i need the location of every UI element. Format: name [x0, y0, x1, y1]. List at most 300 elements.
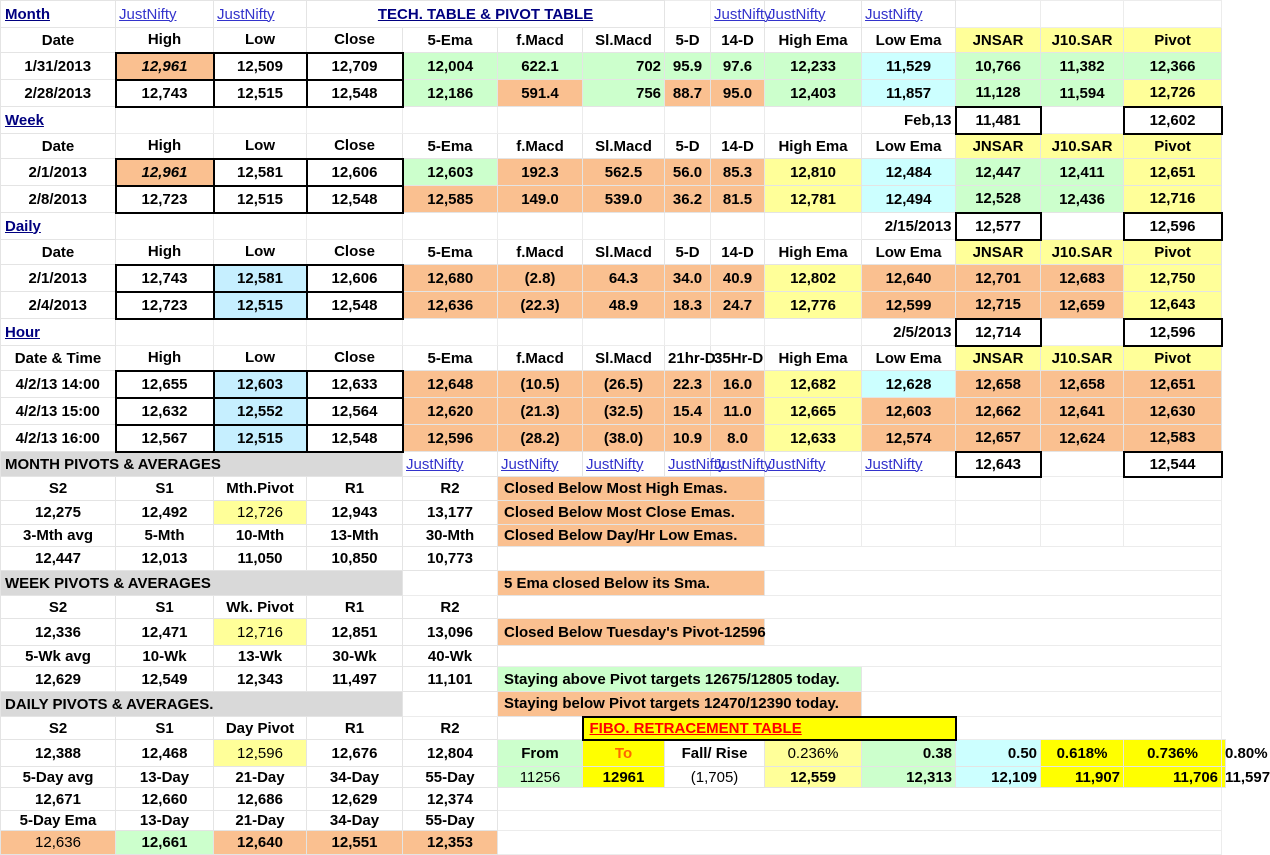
header-14d: 14-D — [711, 28, 765, 53]
avg-header: 34-Day — [307, 767, 403, 788]
header-5d: 5-D — [665, 134, 711, 159]
justnifty-link[interactable]: JustNifty — [498, 452, 583, 477]
avg-value: 11,497 — [307, 667, 403, 692]
header-low: Low — [214, 28, 307, 53]
cell-j10sar: 11,382 — [1041, 53, 1124, 80]
header-low-ema: Low Ema — [862, 134, 956, 159]
cell-5d: 18.3 — [665, 292, 711, 319]
avg-value: 12,671 — [1, 788, 116, 811]
cell-high-ema: 12,781 — [765, 186, 862, 213]
header-fmacd: f.Macd — [498, 240, 583, 265]
next-sar: 12,714 — [956, 319, 1041, 346]
header-low-ema: Low Ema — [862, 28, 956, 53]
pivot-value-r1: 12,676 — [307, 740, 403, 767]
ema-value: 12,353 — [403, 831, 498, 855]
pivot-header-pivot: Wk. Pivot — [214, 596, 307, 619]
pivot-header-r1: R1 — [307, 477, 403, 501]
cell-5ema: 12,620 — [403, 398, 498, 425]
cell-high: 12,632 — [116, 398, 214, 425]
pivot-value-pivot: 12,596 — [214, 740, 307, 767]
header-35hr-d: 35Hr-D — [711, 346, 765, 371]
cell-high-ema: 12,233 — [765, 53, 862, 80]
cell-slmacd: (32.5) — [583, 398, 665, 425]
cell-5ema: 12,585 — [403, 186, 498, 213]
cell-jnsar: 12,715 — [956, 292, 1041, 319]
header-date: Date — [1, 28, 116, 53]
header-date: Date — [1, 134, 116, 159]
cell-high-ema: 12,682 — [765, 371, 862, 398]
cell-date: 2/1/2013 — [1, 159, 116, 186]
section-daily-label: Daily — [1, 213, 116, 240]
cell-5ema: 12,004 — [403, 53, 498, 80]
avg-header: 10-Wk — [116, 646, 214, 667]
avg-value: 12,013 — [116, 547, 214, 571]
cell-slmacd: 756 — [583, 80, 665, 107]
cell-date: 2/28/2013 — [1, 80, 116, 107]
header-high-ema: High Ema — [765, 240, 862, 265]
avg-value: 12,660 — [116, 788, 214, 811]
cell-low-ema: 12,494 — [862, 186, 956, 213]
justnifty-link[interactable]: JustNifty — [862, 452, 956, 477]
cell-j10sar: 12,411 — [1041, 159, 1124, 186]
cell-14d: 95.0 — [711, 80, 765, 107]
cell-high: 12,723 — [116, 292, 214, 319]
fibo-title: FIBO. RETRACEMENT TABLE — [583, 717, 956, 740]
cell-5ema: 12,636 — [403, 292, 498, 319]
cell-5ema: 12,648 — [403, 371, 498, 398]
note-low-emas: Closed Below Day/Hr Low Emas. — [498, 525, 765, 547]
table-row — [1, 186, 1226, 213]
cell-jnsar: 12,662 — [956, 398, 1041, 425]
ema-header: 21-Day — [214, 811, 307, 831]
cell-high-ema: 12,403 — [765, 80, 862, 107]
cell-pivot: 12,651 — [1124, 159, 1222, 186]
pivot-header-s2: S2 — [1, 477, 116, 501]
cell-jnsar: 12,701 — [956, 265, 1041, 292]
cell-low-ema: 12,574 — [862, 425, 956, 452]
avg-header: 5-Wk avg — [1, 646, 116, 667]
note-high-emas: Closed Below Most High Emas. — [498, 477, 765, 501]
header-14d: 14-D — [711, 134, 765, 159]
pivot-header-r1: R1 — [307, 717, 403, 740]
pivot-header-s1: S1 — [116, 477, 214, 501]
avg-value: 12,629 — [307, 788, 403, 811]
avg-value: 12,374 — [403, 788, 498, 811]
justnifty-link[interactable]: JustNifty — [765, 1, 862, 28]
header-high: High — [116, 346, 214, 371]
header-low: Low — [214, 346, 307, 371]
avg-header: 30-Wk — [307, 646, 403, 667]
cell-datetime: 4/2/13 16:00 — [1, 425, 116, 452]
cell-jnsar: 12,528 — [956, 186, 1041, 213]
cell-5ema: 12,603 — [403, 159, 498, 186]
pivot-value-r2: 13,177 — [403, 501, 498, 525]
pivot-value-s1: 12,468 — [116, 740, 214, 767]
cell-fmacd: (2.8) — [498, 265, 583, 292]
note-5ema-sma: 5 Ema closed Below its Sma. — [498, 571, 765, 596]
cell-high: 12,655 — [116, 371, 214, 398]
cell-pivot: 12,583 — [1124, 425, 1222, 452]
fibo-value-to: 12961 — [583, 767, 665, 788]
pivot-value-s2: 12,388 — [1, 740, 116, 767]
pivot-header-s2: S2 — [1, 717, 116, 740]
header-j10sar: J10.SAR — [1041, 346, 1124, 371]
cell-pivot: 12,726 — [1124, 80, 1222, 107]
header-high: High — [116, 240, 214, 265]
cell-close: 12,564 — [307, 398, 403, 425]
cell-14d: 40.9 — [711, 265, 765, 292]
avg-header: 13-Mth — [307, 525, 403, 547]
cell-date: 2/8/2013 — [1, 186, 116, 213]
pivot-value-s2: 12,336 — [1, 619, 116, 646]
avg-value: 10,773 — [403, 547, 498, 571]
cell-pivot: 12,643 — [1124, 292, 1222, 319]
justnifty-link[interactable]: JustNifty — [765, 452, 862, 477]
cell-close: 12,548 — [307, 80, 403, 107]
header-date: Date — [1, 240, 116, 265]
header-5ema: 5-Ema — [403, 346, 498, 371]
pivot-value-s1: 12,471 — [116, 619, 214, 646]
header-5d: 5-D — [665, 240, 711, 265]
ema-value: 12,661 — [116, 831, 214, 855]
avg-header: 30-Mth — [403, 525, 498, 547]
header-high: High — [116, 134, 214, 159]
cell-35hr: 16.0 — [711, 371, 765, 398]
header-high-ema: High Ema — [765, 134, 862, 159]
header-high-ema: High Ema — [765, 346, 862, 371]
avg-value: 12,447 — [1, 547, 116, 571]
cell-high: 12,961 — [116, 53, 214, 80]
fibo-header-0618: 0.618% — [1041, 740, 1124, 767]
header-low-ema: Low Ema — [862, 240, 956, 265]
table-row — [1, 53, 1226, 80]
cell-slmacd: 48.9 — [583, 292, 665, 319]
header-j10sar: J10.SAR — [1041, 28, 1124, 53]
section-month-label: Month — [1, 1, 116, 28]
ema-value: 12,551 — [307, 831, 403, 855]
cell-j10sar: 12,436 — [1041, 186, 1124, 213]
cell-close: 12,548 — [307, 292, 403, 319]
avg-value: 12,549 — [116, 667, 214, 692]
fibo-value-0736: 11,706 — [1124, 767, 1222, 788]
cell-close: 12,606 — [307, 159, 403, 186]
header-j10sar: J10.SAR — [1041, 240, 1124, 265]
header-pivot: Pivot — [1124, 240, 1222, 265]
next-period-date: Feb,13 — [862, 107, 956, 134]
pivot-header-s1: S1 — [116, 596, 214, 619]
cell-5d: 56.0 — [665, 159, 711, 186]
avg-value: 11,101 — [403, 667, 498, 692]
cell-low: 12,603 — [214, 371, 307, 398]
cell-35hr: 11.0 — [711, 398, 765, 425]
cell-high: 12,567 — [116, 425, 214, 452]
cell-date: 2/4/2013 — [1, 292, 116, 319]
cell-14d: 97.6 — [711, 53, 765, 80]
cell-low-ema: 12,603 — [862, 398, 956, 425]
justnifty-link[interactable]: JustNifty — [711, 452, 765, 477]
cell-j10sar: 12,658 — [1041, 371, 1124, 398]
pivot-header-s2: S2 — [1, 596, 116, 619]
justnifty-link[interactable]: JustNifty — [403, 452, 498, 477]
fibo-header-to: To — [583, 740, 665, 767]
cell-fmacd: 622.1 — [498, 53, 583, 80]
header-jnsar: JNSAR — [956, 346, 1041, 371]
cell-5ema: 12,680 — [403, 265, 498, 292]
cell-high: 12,723 — [116, 186, 214, 213]
header-close: Close — [307, 346, 403, 371]
header-jnsar: JNSAR — [956, 28, 1041, 53]
cell-jnsar: 10,766 — [956, 53, 1041, 80]
cell-14d: 85.3 — [711, 159, 765, 186]
table-row — [1, 80, 1226, 107]
cell-high-ema: 12,665 — [765, 398, 862, 425]
cell-21hr: 10.9 — [665, 425, 711, 452]
header-fmacd: f.Macd — [498, 28, 583, 53]
header-slmacd: Sl.Macd — [583, 240, 665, 265]
avg-header: 40-Wk — [403, 646, 498, 667]
cell-low: 12,515 — [214, 425, 307, 452]
cell-datetime: 4/2/13 15:00 — [1, 398, 116, 425]
cell-j10sar: 11,594 — [1041, 80, 1124, 107]
cell-low: 12,581 — [214, 265, 307, 292]
cell-pivot: 12,716 — [1124, 186, 1222, 213]
header-5ema: 5-Ema — [403, 240, 498, 265]
header-close: Close — [307, 28, 403, 53]
ema-value: 12,636 — [1, 831, 116, 855]
fibo-value-038: 12,313 — [862, 767, 956, 788]
cell-j10sar: 12,659 — [1041, 292, 1124, 319]
cell-close: 12,548 — [307, 186, 403, 213]
cell-pivot: 12,630 — [1124, 398, 1222, 425]
cell-low: 12,509 — [214, 53, 307, 80]
pivot-header-pivot: Day Pivot — [214, 717, 307, 740]
pivot-value-r2: 12,804 — [403, 740, 498, 767]
header-date-time: Date & Time — [1, 346, 116, 371]
header-j10sar: J10.SAR — [1041, 134, 1124, 159]
ema-value: 12,640 — [214, 831, 307, 855]
fibo-header-0236: 0.236% — [765, 740, 862, 767]
header-5ema: 5-Ema — [403, 134, 498, 159]
cell-14d: 81.5 — [711, 186, 765, 213]
fibo-header-from: From — [498, 740, 583, 767]
fibo-header-fallrise: Fall/ Rise — [665, 740, 765, 767]
cell-close: 12,633 — [307, 371, 403, 398]
cell-fmacd: (10.5) — [498, 371, 583, 398]
note-close-emas: Closed Below Most Close Emas. — [498, 501, 765, 525]
avg-value: 12,686 — [214, 788, 307, 811]
cell-low-ema: 12,628 — [862, 371, 956, 398]
cell-date: 2/1/2013 — [1, 265, 116, 292]
cell-slmacd: 64.3 — [583, 265, 665, 292]
avg-header: 13-Day — [116, 767, 214, 788]
cell-21hr: 15.4 — [665, 398, 711, 425]
week-pivots-title: WEEK PIVOTS & AVERAGES — [1, 571, 403, 596]
avg-header: 13-Wk — [214, 646, 307, 667]
header-slmacd: Sl.Macd — [583, 346, 665, 371]
cell-datetime: 4/2/13 14:00 — [1, 371, 116, 398]
cell-pivot: 12,750 — [1124, 265, 1222, 292]
fibo-header-080: 0.80% — [1222, 740, 1226, 767]
justnifty-link[interactable]: JustNifty — [862, 1, 956, 28]
justnifty-link[interactable]: JustNifty — [711, 1, 765, 28]
header-21hr-d: 21hr-D — [665, 346, 711, 371]
daily-pivots-title: DAILY PIVOTS & AVERAGES. — [1, 692, 403, 717]
avg-header: 5-Mth — [116, 525, 214, 547]
section-hour-label: Hour — [1, 319, 116, 346]
fibo-value-0236: 12,559 — [765, 767, 862, 788]
avg-value: 11,050 — [214, 547, 307, 571]
avg-header: 3-Mth avg — [1, 525, 116, 547]
fibo-value-0618: 11,907 — [1041, 767, 1124, 788]
next-pivot: 12,596 — [1124, 213, 1222, 240]
fibo-value-fallrise: (1,705) — [665, 767, 765, 788]
cell-5d: 88.7 — [665, 80, 711, 107]
cell-low: 12,552 — [214, 398, 307, 425]
cell-date: 1/31/2013 — [1, 53, 116, 80]
header-fmacd: f.Macd — [498, 346, 583, 371]
avg-value: 12,629 — [1, 667, 116, 692]
fibo-value-050: 12,109 — [956, 767, 1041, 788]
next-period-date: 2/15/2013 — [862, 213, 956, 240]
cell-slmacd: (38.0) — [583, 425, 665, 452]
cell-low: 12,515 — [214, 292, 307, 319]
header-pivot: Pivot — [1124, 134, 1222, 159]
table-row — [1, 398, 1226, 425]
cell-fmacd: (21.3) — [498, 398, 583, 425]
ema-header: 34-Day — [307, 811, 403, 831]
cell-j10sar: 12,624 — [1041, 425, 1124, 452]
next-period-date: 2/5/2013 — [862, 319, 956, 346]
pivot-header-s1: S1 — [116, 717, 214, 740]
cell-high: 12,743 — [116, 265, 214, 292]
cell-35hr: 8.0 — [711, 425, 765, 452]
justnifty-link[interactable]: JustNifty — [583, 452, 665, 477]
header-high: High — [116, 28, 214, 53]
cell-fmacd: 591.4 — [498, 80, 583, 107]
ema-header: 55-Day — [403, 811, 498, 831]
table-row — [1, 371, 1226, 398]
avg-header: 10-Mth — [214, 525, 307, 547]
cell-slmacd: 562.5 — [583, 159, 665, 186]
cell-5ema: 12,596 — [403, 425, 498, 452]
pivot-header-r2: R2 — [403, 717, 498, 740]
cell-high-ema: 12,810 — [765, 159, 862, 186]
pivot-header-pivot: Mth.Pivot — [214, 477, 307, 501]
table-row — [1, 292, 1226, 319]
cell-low: 12,515 — [214, 186, 307, 213]
cell-low-ema: 12,599 — [862, 292, 956, 319]
cell-low-ema: 12,484 — [862, 159, 956, 186]
fibo-header-038: 0.38 — [862, 740, 956, 767]
cell-high: 12,961 — [116, 159, 214, 186]
pivot-header-r2: R2 — [403, 596, 498, 619]
cell-14d: 24.7 — [711, 292, 765, 319]
fibo-header-0736: 0.736% — [1124, 740, 1222, 767]
note-staying-below: Staying below Pivot targets 12470/12390 today. — [498, 692, 862, 717]
table-row — [1, 265, 1226, 292]
cell-low: 12,515 — [214, 80, 307, 107]
cell-low-ema: 11,857 — [862, 80, 956, 107]
table-row — [1, 425, 1226, 452]
cell-low-ema: 11,529 — [862, 53, 956, 80]
fibo-value-080: 11,597 — [1222, 767, 1226, 788]
cell-fmacd: 192.3 — [498, 159, 583, 186]
pivot-value-pivot: 12,716 — [214, 619, 307, 646]
avg-value: 12,343 — [214, 667, 307, 692]
avg-header: 5-Day avg — [1, 767, 116, 788]
ema-header: 13-Day — [116, 811, 214, 831]
pivot-header-r1: R1 — [307, 596, 403, 619]
pivot-value-s2: 12,275 — [1, 501, 116, 525]
cell-close: 12,606 — [307, 265, 403, 292]
section-week-label: Week — [1, 107, 116, 134]
header-slmacd: Sl.Macd — [583, 134, 665, 159]
justnifty-link[interactable]: JustNifty — [116, 1, 214, 28]
cell-5d: 95.9 — [665, 53, 711, 80]
avg-header: 55-Day — [403, 767, 498, 788]
header-5ema: 5-Ema — [403, 28, 498, 53]
pivot-header-r2: R2 — [403, 477, 498, 501]
cell-jnsar: 12,657 — [956, 425, 1041, 452]
cell-close: 12,709 — [307, 53, 403, 80]
cell-j10sar: 12,641 — [1041, 398, 1124, 425]
header-fmacd: f.Macd — [498, 134, 583, 159]
fibo-header-050: 0.50 — [956, 740, 1041, 767]
cell-high: 12,743 — [116, 80, 214, 107]
note-staying-above: Staying above Pivot targets 12675/12805 today. — [498, 667, 862, 692]
hour-next-pivot: 12,544 — [1124, 452, 1222, 477]
cell-high-ema: 12,776 — [765, 292, 862, 319]
pivot-value-r1: 12,851 — [307, 619, 403, 646]
cell-jnsar: 11,128 — [956, 80, 1041, 107]
cell-low-ema: 12,640 — [862, 265, 956, 292]
cell-fmacd: (28.2) — [498, 425, 583, 452]
pivot-value-r2: 13,096 — [403, 619, 498, 646]
cell-pivot: 12,651 — [1124, 371, 1222, 398]
justnifty-link[interactable]: JustNifty — [665, 452, 711, 477]
header-pivot: Pivot — [1124, 28, 1222, 53]
header-jnsar: JNSAR — [956, 240, 1041, 265]
header-low: Low — [214, 240, 307, 265]
cell-5d: 34.0 — [665, 265, 711, 292]
header-slmacd: Sl.Macd — [583, 28, 665, 53]
header-close: Close — [307, 240, 403, 265]
cell-jnsar: 12,447 — [956, 159, 1041, 186]
cell-j10sar: 12,683 — [1041, 265, 1124, 292]
cell-jnsar: 12,658 — [956, 371, 1041, 398]
cell-fmacd: 149.0 — [498, 186, 583, 213]
cell-high-ema: 12,802 — [765, 265, 862, 292]
justnifty-link[interactable]: JustNifty — [214, 1, 307, 28]
header-jnsar: JNSAR — [956, 134, 1041, 159]
cell-slmacd: (26.5) — [583, 371, 665, 398]
next-sar: 12,577 — [956, 213, 1041, 240]
header-low: Low — [214, 134, 307, 159]
cell-pivot: 12,366 — [1124, 53, 1222, 80]
cell-5d: 36.2 — [665, 186, 711, 213]
header-pivot: Pivot — [1124, 346, 1222, 371]
cell-slmacd: 539.0 — [583, 186, 665, 213]
next-sar: 11,481 — [956, 107, 1041, 134]
pivot-value-r1: 12,943 — [307, 501, 403, 525]
cell-slmacd: 702 — [583, 53, 665, 80]
hour-next-sar: 12,643 — [956, 452, 1041, 477]
avg-value: 10,850 — [307, 547, 403, 571]
cell-low: 12,581 — [214, 159, 307, 186]
note-tuesday-pivot: Closed Below Tuesday's Pivot-12596 — [498, 619, 765, 646]
cell-5ema: 12,186 — [403, 80, 498, 107]
fibo-value-from: 11256 — [498, 767, 583, 788]
